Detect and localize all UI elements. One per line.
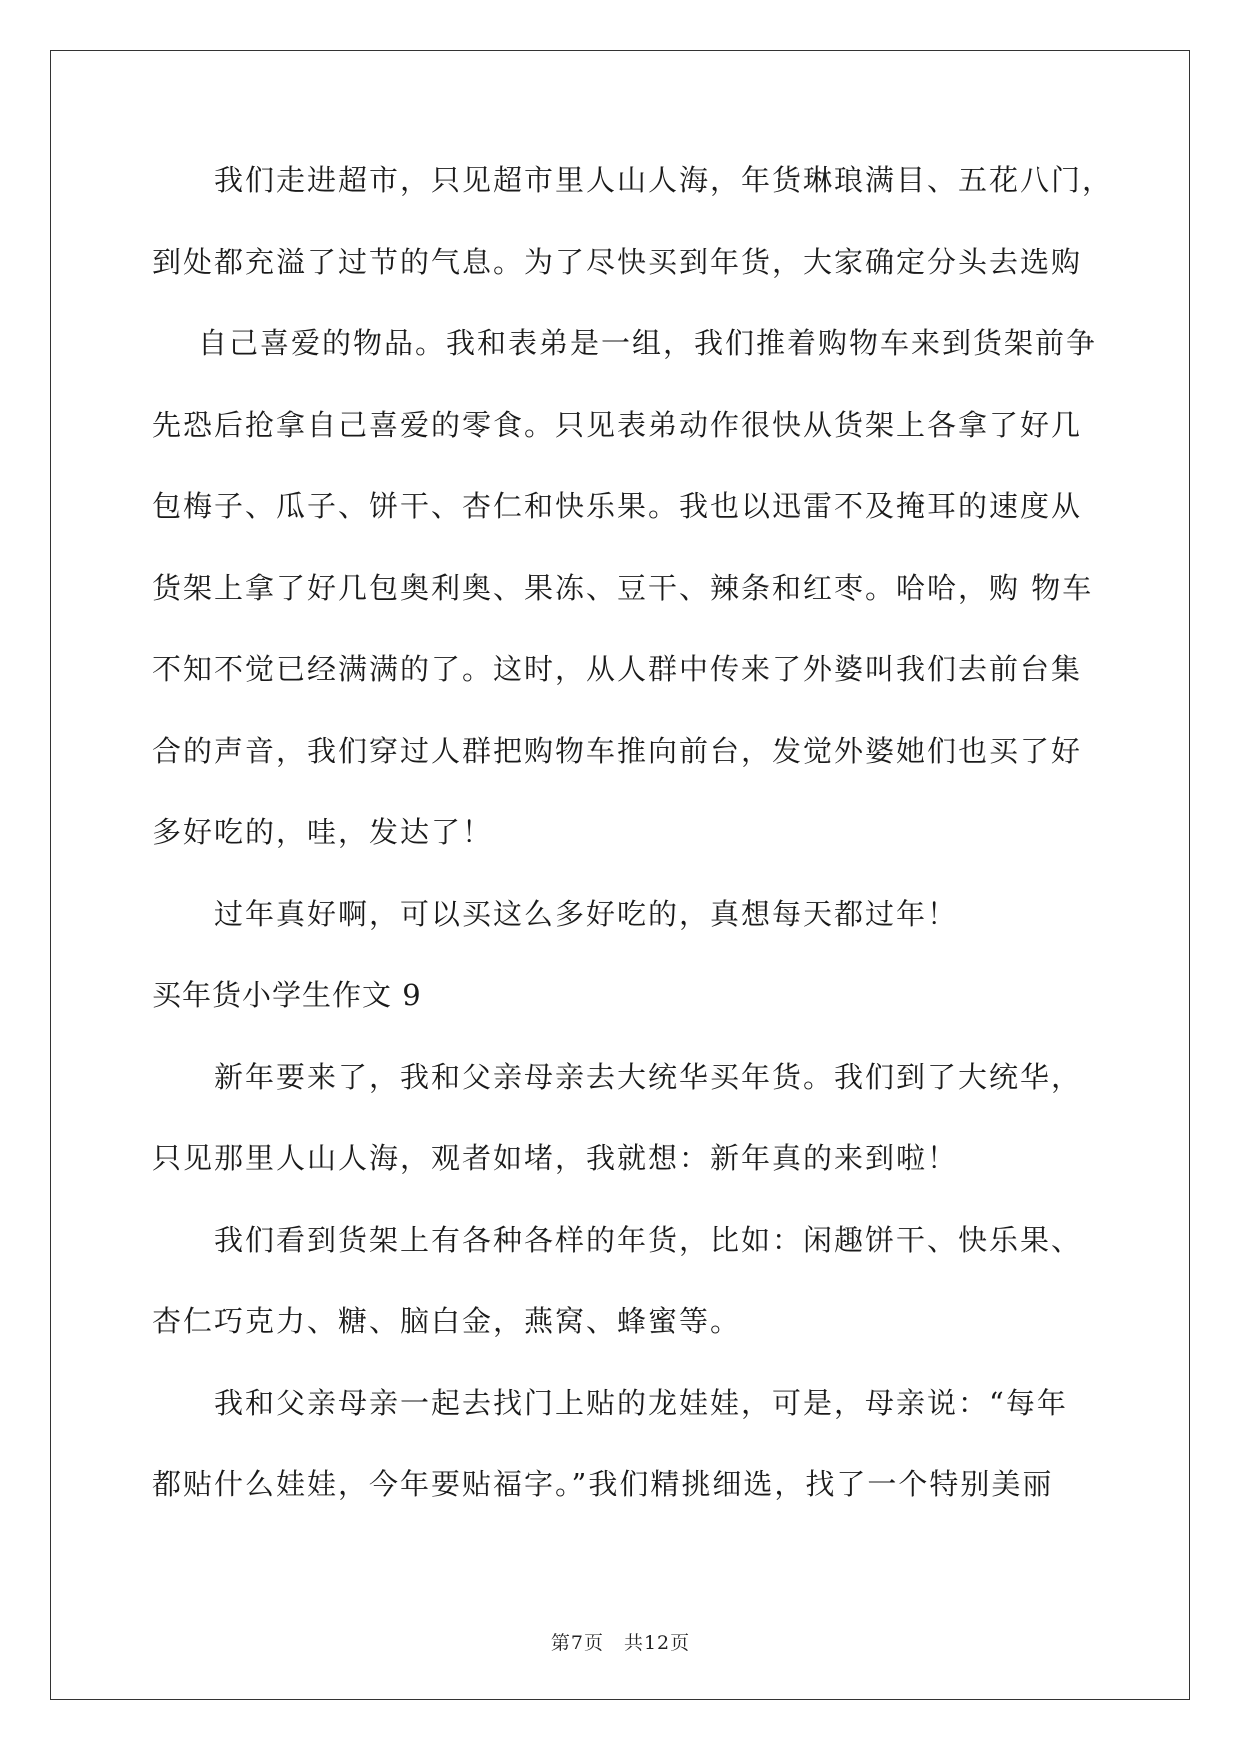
text-line: 只见那里人山人海，观者如堵，我就想：新年真的来到啦！ (152, 1141, 959, 1175)
text-line: 多好吃的，哇，发达了！ (152, 815, 494, 849)
text-line: 货架上拿了好几包奥利奥、果冻、豆干、辣条和红枣。哈哈，购 物车 (152, 570, 1094, 605)
text-line: 自己喜爱的物品。我和表弟是一组，我们推着购物车来到货架前争 (198, 326, 1098, 360)
text-line: 我们看到货架上有各种各样的年货，比如：闲趣饼干、快乐果、 (214, 1222, 1083, 1257)
text-line: 到处都充溢了过节的气息。为了尽快买到年货，大家确定分头去选购 (152, 244, 1083, 279)
text-line: 先恐后抢拿自己喜爱的零食。只见表弟动作很快从货架上各拿了好几 (152, 407, 1083, 442)
text-line: 不知不觉已经满满的了。这时，从人群中传来了外婆叫我们去前台集 (152, 652, 1083, 686)
text-line: 过年真好啊，可以买这么多好吃的，真想每天都过年！ (214, 896, 959, 931)
document-body (152, 162, 1114, 1548)
text-line: 我和父亲母亲一起去找门上贴的龙娃娃，可是，母亲说：“每年 (214, 1385, 1068, 1420)
text-line: 都贴什么娃娃，今年要贴福字。”我们精挑细选，找了一个特别美丽 (152, 1467, 1054, 1501)
page-number-footer: 第7页 共12页 (550, 1632, 691, 1654)
text-line: 新年要来了，我和父亲母亲去大统华买年货。我们到了大统华， (214, 1059, 1083, 1094)
text-line: 包梅子、瓜子、饼干、杏仁和快乐果。我也以迅雷不及掩耳的速度从 (152, 489, 1083, 523)
text-line: 我们走进超市，只见超市里人山人海，年货琳琅满目、五花八门， (214, 163, 1114, 197)
text-line: 杏仁巧克力、糖、脑白金，燕窝、蜂蜜等。 (152, 1304, 742, 1338)
section-heading: 买年货小学生作文 9 (152, 978, 422, 1012)
text-line: 合的声音，我们穿过人群把购物车推向前台，发觉外婆她们也买了好 (152, 733, 1083, 768)
